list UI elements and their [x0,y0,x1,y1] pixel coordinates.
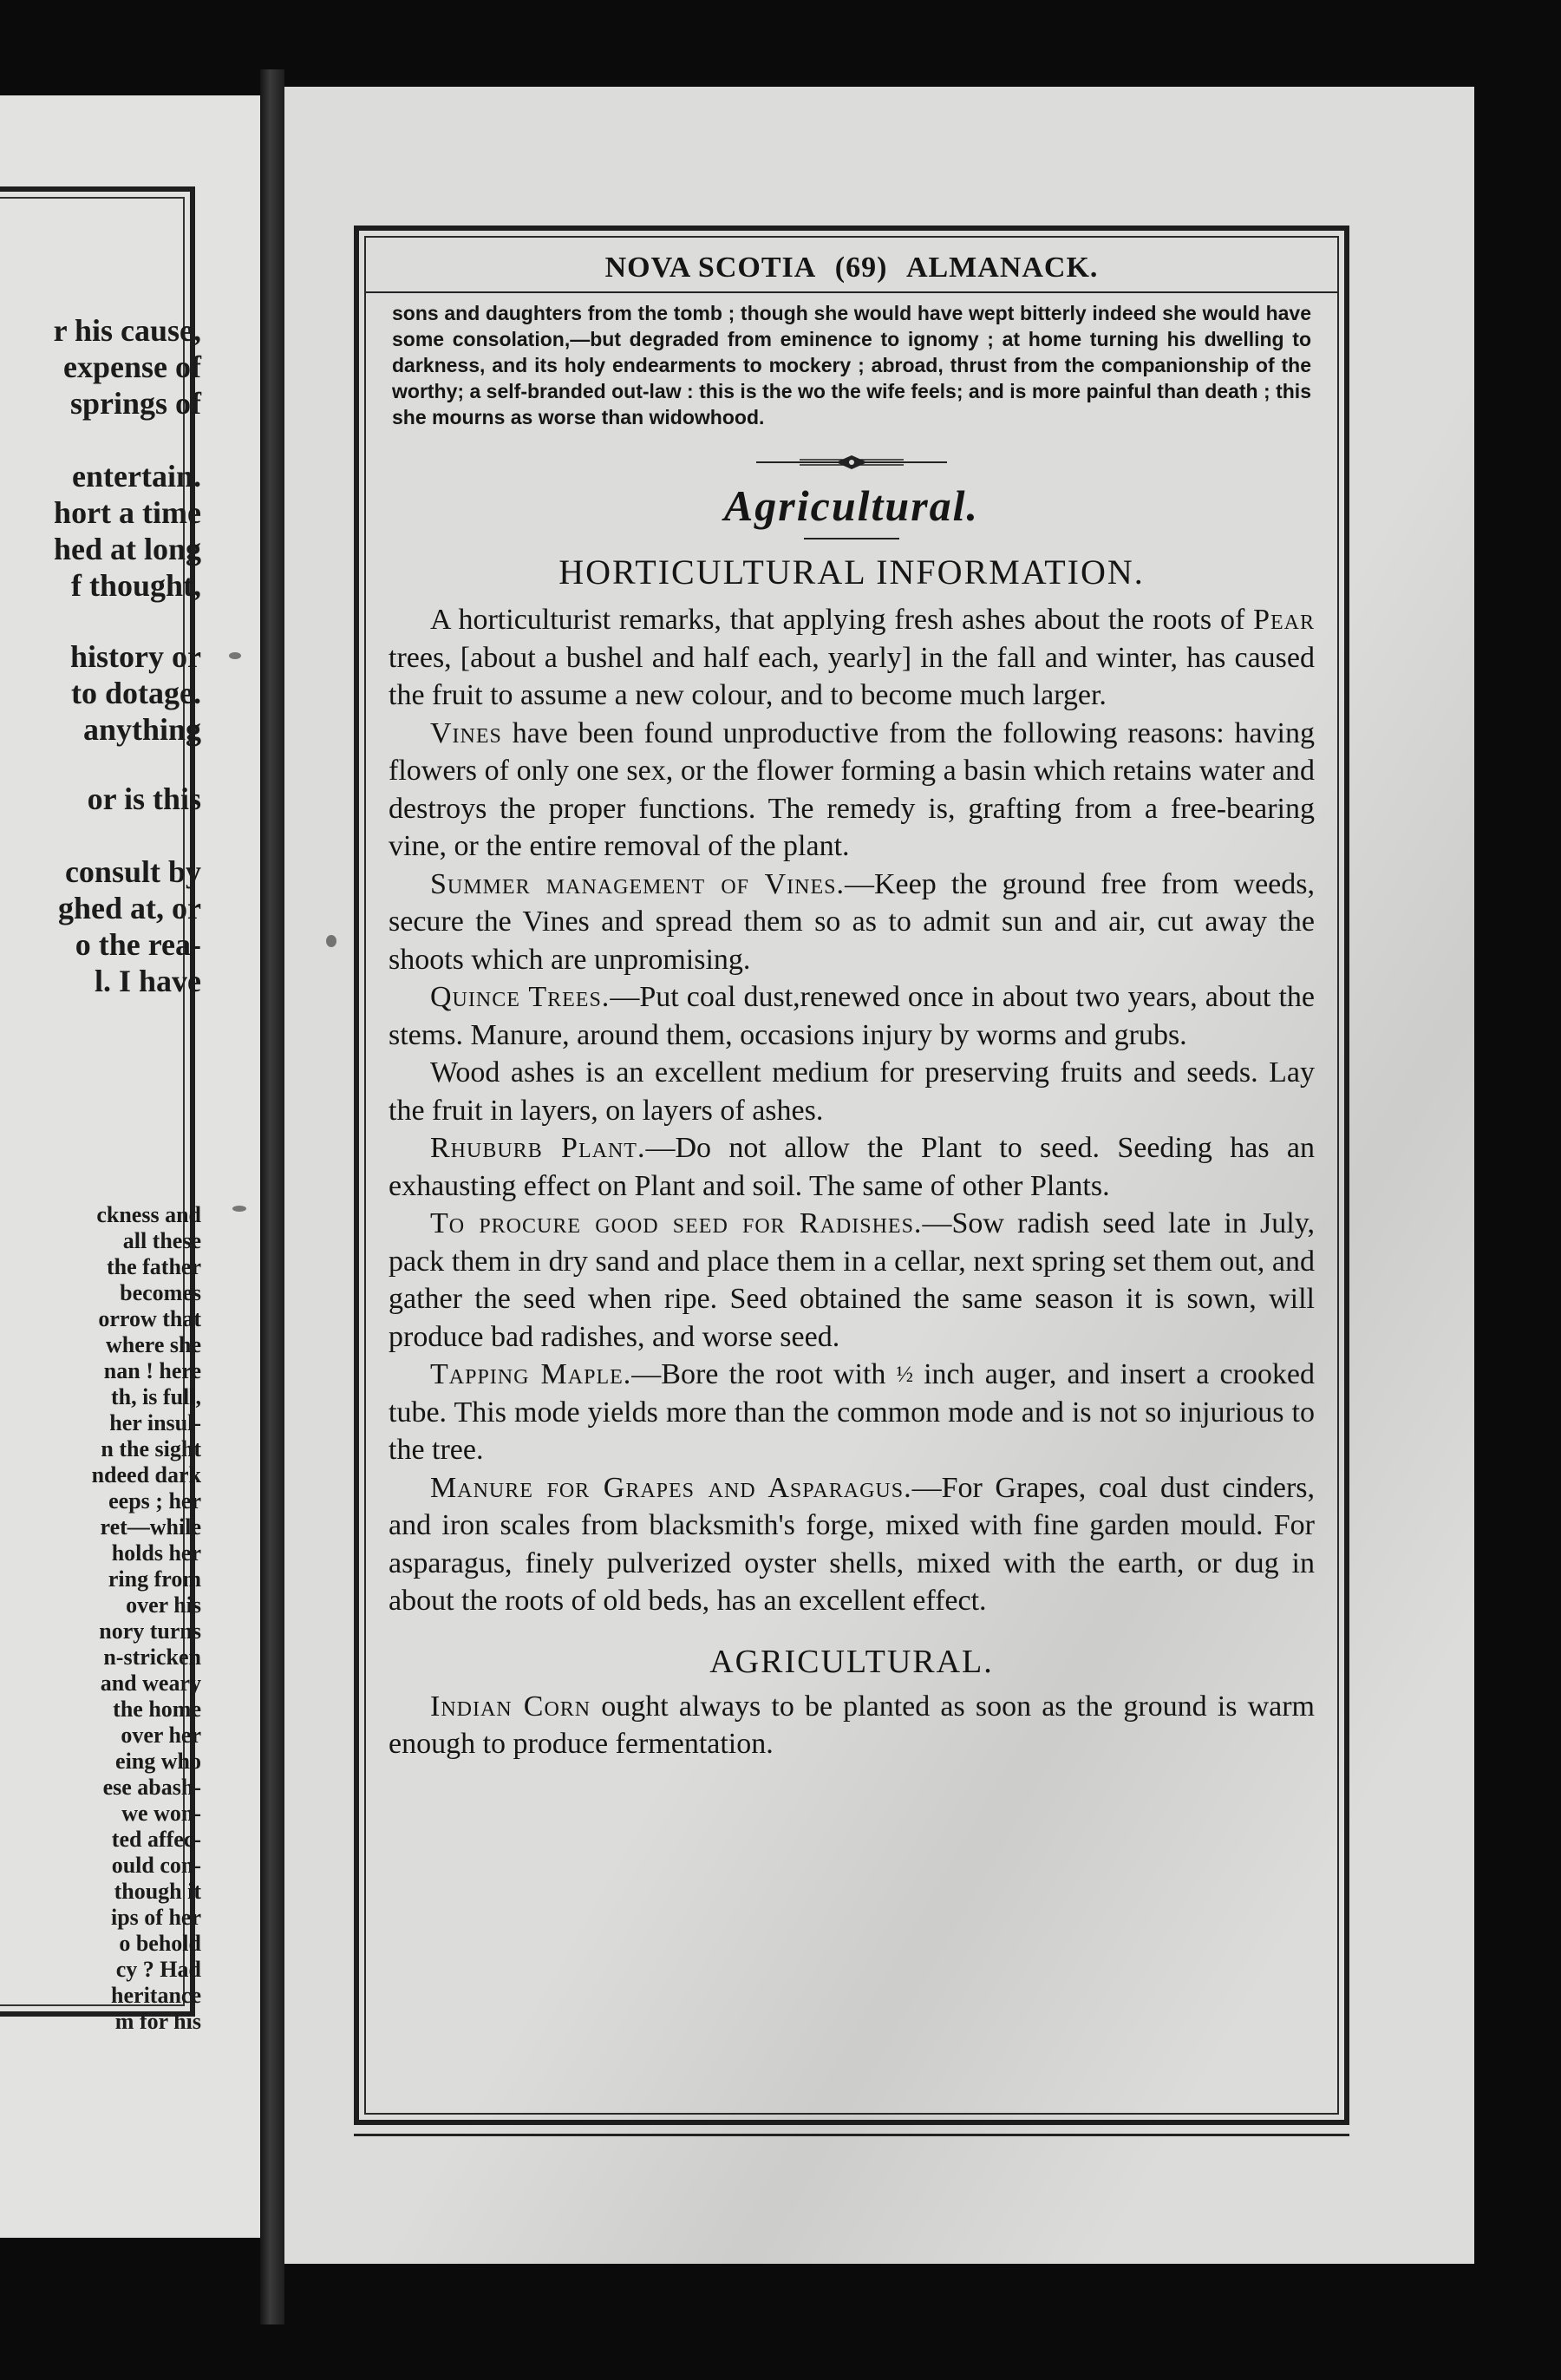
article-paragraph [389,1469,1315,1620]
paragraph-lead: Indian Corn [430,1690,591,1723]
left-page-line: over her [121,1723,201,1748]
paragraph-text: —For Grapes, coal dust cinders, and iron scales from blacksmith's forge, mixed with fine garden mould. For asparagus, finely pulverized oyster shells, mixed with the earth, or dug in about the roots of old beds, has an excellent effect. [389,1471,1315,1617]
section-title: Agricultural. [723,481,980,530]
paragraph-lead: To procure good seed for Radishes. [430,1207,923,1239]
paragraph-lead: Summer management of Vines. [430,867,845,900]
header-rule [366,291,1337,293]
page-border [354,226,1349,2125]
left-page-line: ould con- [111,1853,201,1878]
article-paragraph [389,1356,1315,1469]
header-title-left: NOVA SCOTIA [604,252,817,284]
left-page-line: ghed at, or [58,891,201,925]
main-heading: HORTICULTURAL INFORMATION. [558,552,1145,592]
article-paragraph [389,866,1315,979]
left-page-line: entertain. [72,459,201,494]
ink-mark [232,1206,246,1212]
left-page-line: ckness and [96,1202,201,1227]
page-content [389,243,1315,2102]
left-page-line: hort a time [54,495,201,530]
left-page-line: hed at long [53,532,201,566]
left-page-line: anything [82,712,201,747]
left-page-line: n-stricken [103,1644,201,1670]
left-page-line: l. I have [94,964,201,998]
paragraph-text: —Put coal dust,renewed once in about two years, about the stems. Manure, around them, occasions injury by worms and grubs. [389,981,1315,1051]
running-header [389,243,1315,291]
paragraph-lead: Rhuburb Plant. [430,1132,646,1164]
final-paragraph [389,1688,1315,1763]
paragraph-text: —Sow radish seed late in July, pack them in dry sand and place them in a cellar, next spring set them out, and gather the seed when ripe. Seed obtained the same season it is sown, will produce bad radishes, and worse seed. [389,1207,1315,1353]
left-page-line: ret—while [100,1514,201,1540]
paragraph-lead: Manure for Grapes and Asparagus. [430,1471,912,1504]
book-gutter [260,69,284,2324]
left-page-line: the home [113,1697,201,1722]
intro-paragraph: sons and daughters from the tomb ; though she would have wept bitterly indeed she would have some consolation,—but degraded from eminence to ignomy ; at home turning his dwelling to darkness, and its holy endearments to mockery ; abroad, thrust from the companionship of the worthy; a self-branded out-law : this is the wo the wife feels; and is more painful than death ; this she mourns as worse than widowhood. [392,302,1311,428]
article-paragraph [389,1054,1315,1129]
sub-heading: AGRICULTURAL. [709,1643,994,1680]
paragraph-text: —Keep the ground free from weeds, secure the Vines and spread them so as to admit sun and air, cut away the shoots which are unpromising. [389,867,1315,976]
left-page-line: and weary [100,1671,201,1696]
left-page-line: eeps ; her [108,1488,201,1514]
bottom-rule [354,2134,1349,2136]
left-page-line: f thought, [70,568,201,603]
left-page-line: the father [106,1254,201,1279]
paragraph-emphasis: ½ [896,1362,914,1387]
left-page-line: o the rea- [75,927,201,962]
left-page-line: over his [126,1592,201,1618]
left-page-line: eing who [115,1749,201,1774]
left-page-line: ese abash- [102,1775,201,1800]
paragraph-lead: Tapping Maple. [430,1358,632,1390]
left-page-line: history or [70,639,201,674]
ink-mark [326,935,336,947]
left-page-line: we won- [121,1801,201,1826]
left-page-line: ted affec- [111,1827,201,1852]
left-page-line: n the sight [101,1436,201,1461]
left-page-line: nan ! here [103,1358,201,1383]
ink-mark [229,652,241,659]
left-page-line: o behold [119,1931,201,1956]
left-page-line: her insul- [109,1410,201,1435]
article-paragraph [389,1129,1315,1205]
paragraph-text: inch auger, and insert a crooked tube. This mode yields more than the common mode and is not so injurious to the tree. [389,1358,1315,1466]
paragraph-text: trees, [about a bushel and half each, yearly] in the fall and winter, has caused the fruit to assume a new colour, and to become much larger. [389,641,1315,711]
left-page-line: though it [114,1879,201,1904]
left-facing-page [0,95,260,2238]
article-paragraph [389,601,1315,715]
almanack-page [284,87,1474,2264]
section-rule [804,538,899,539]
left-page-line: ips of her [111,1905,201,1930]
left-page-line: to dotage. [71,676,201,710]
left-page-line: m for his [114,2009,201,2034]
ornament-rule-icon [756,453,947,472]
article-paragraph [389,1205,1315,1356]
paragraph-text: Wood ashes is an excellent medium for preserving fruits and seeds. Lay the fruit in layers, on layers of ashes. [389,1056,1315,1127]
left-page-line: nory turns [99,1618,201,1644]
left-page-line: ring from [108,1566,201,1592]
left-page-line: holds her [111,1540,201,1566]
page-number: (69) [834,252,888,284]
paragraph-text: ought always to be planted as soon as the ground is warm enough to produce fermentation. [389,1690,1315,1760]
left-page-line: orrow that [98,1306,201,1331]
left-page-line: heritance [111,1983,201,2008]
paragraph-lead: Quince Trees. [430,981,611,1013]
paragraph-text: —Bore the root with [631,1358,897,1390]
left-page-line: where she [105,1332,201,1357]
paragraph-text: —Do not allow the Plant to seed. Seeding has an exhausting effect on Plant and soil. The same of other Plants. [389,1132,1316,1202]
left-page-line: becomes [120,1280,201,1305]
paragraph-text: have been found unproductive from the following reasons: having flowers of only one sex, or the flower forming a basin which retains water and destroys the proper functions. The remedy is, grafting from a free-bearing vine, or the entire removal of the plant. [389,716,1315,862]
left-page-line: ndeed dark [91,1462,201,1488]
left-page-line: all these [122,1228,201,1253]
paragraph-lead: Vines [430,716,502,749]
left-page-line: consult by [64,854,201,889]
article-body [389,601,1315,1620]
header-title-right: ALMANACK. [905,252,1099,284]
left-page-line: expense of [63,350,201,384]
left-page-line: th, is full, [110,1384,201,1409]
left-page-line: r his cause, [53,313,201,348]
paragraph-emphasis: Pear [1253,604,1315,636]
article-paragraph [389,715,1315,866]
paragraph-text: A horticulturist remarks, that applying fresh ashes about the roots of [430,604,1254,636]
left-page-line: cy ? Had [115,1957,201,1982]
left-page-line: or is this [87,781,201,816]
left-page-line: springs of [69,386,201,421]
article-paragraph [389,978,1315,1054]
